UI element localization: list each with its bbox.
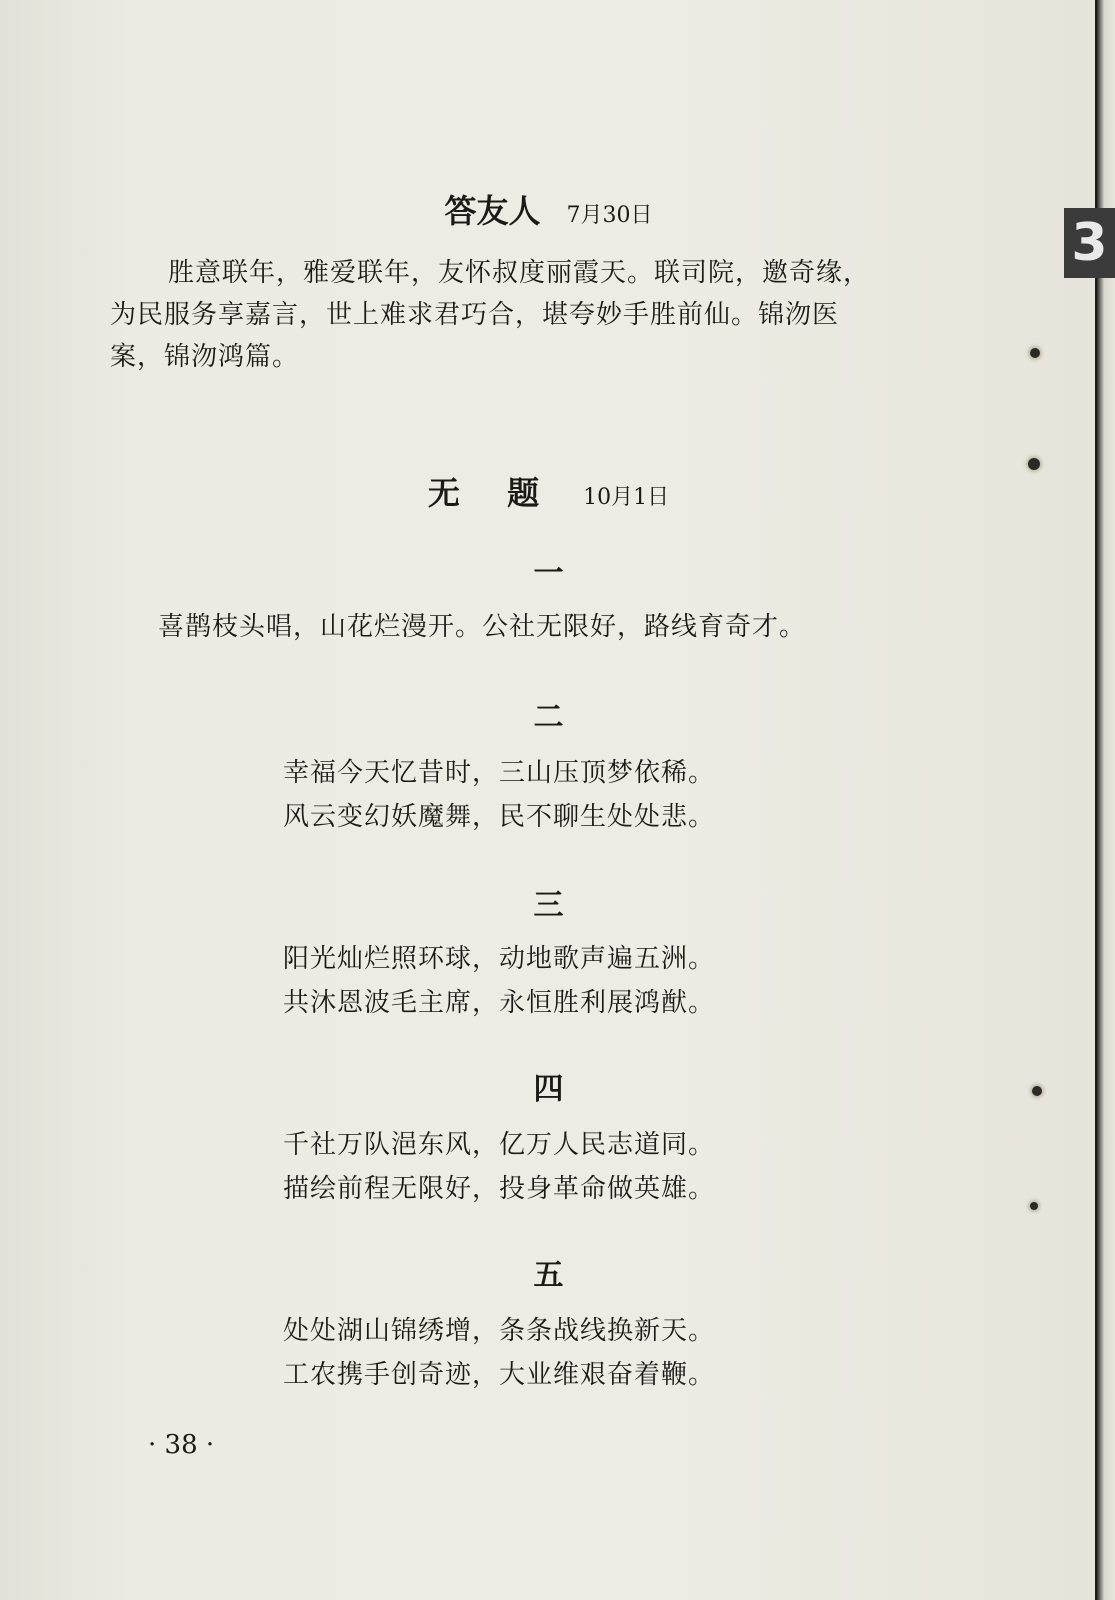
chapter-tab: 3 — [1064, 208, 1115, 278]
punch-hole — [1030, 348, 1040, 358]
section-numeral: 四 — [533, 1072, 564, 1107]
poem-line: 案，锦沕鸿篇。 — [110, 342, 300, 372]
poem-body — [110, 252, 950, 378]
verse-line: 处处湖山锦绣增，条条战线换新天。 — [283, 1316, 716, 1346]
poem-title-text: 答友人 — [444, 192, 541, 230]
poem-line: 为民服务享嘉言，世上难求君巧合，堪夸妙手胜前仙。锦沕医 — [110, 300, 840, 330]
poem-title — [0, 186, 1097, 232]
verse-line: 描绘前程无限好，投身革命做英雄。 — [283, 1174, 716, 1204]
poem-date: 7月30日 — [566, 203, 653, 228]
poem-title-text: 无 题 — [427, 474, 558, 512]
punch-hole — [1030, 1202, 1038, 1210]
verse-line: 工农携手创奇迹，大业维艰奋着鞭。 — [283, 1360, 716, 1390]
poem-line: 胜意联年，雅爱联年，友怀叔度丽霞天。联司院，邀奇缘， — [168, 258, 871, 288]
poem-title — [0, 468, 1097, 514]
section-numeral: 二 — [533, 700, 564, 735]
verse-line: 幸福今天忆昔时，三山压顶梦依稀。 — [283, 758, 716, 788]
verse-line: 阳光灿烂照环球，动地歌声遍五洲。 — [283, 944, 716, 974]
section-numeral: 一 — [533, 556, 564, 591]
poem-date: 10月1日 — [583, 485, 670, 510]
verse-line: 千社万队浥东风，亿万人民志道同。 — [283, 1130, 716, 1160]
verse-line: 共沐恩波毛主席，永恒胜利展鸿猷。 — [283, 988, 716, 1018]
verse-line: 喜鹊枝头唱，山花烂漫开。公社无限好，路线育奇才。 — [158, 612, 807, 642]
section-numeral: 三 — [533, 888, 564, 923]
verse-line: 风云变幻妖魔舞，民不聊生处处悲。 — [283, 802, 716, 832]
section-numeral: 五 — [533, 1258, 564, 1293]
page-number: · 38 · — [148, 1430, 215, 1460]
